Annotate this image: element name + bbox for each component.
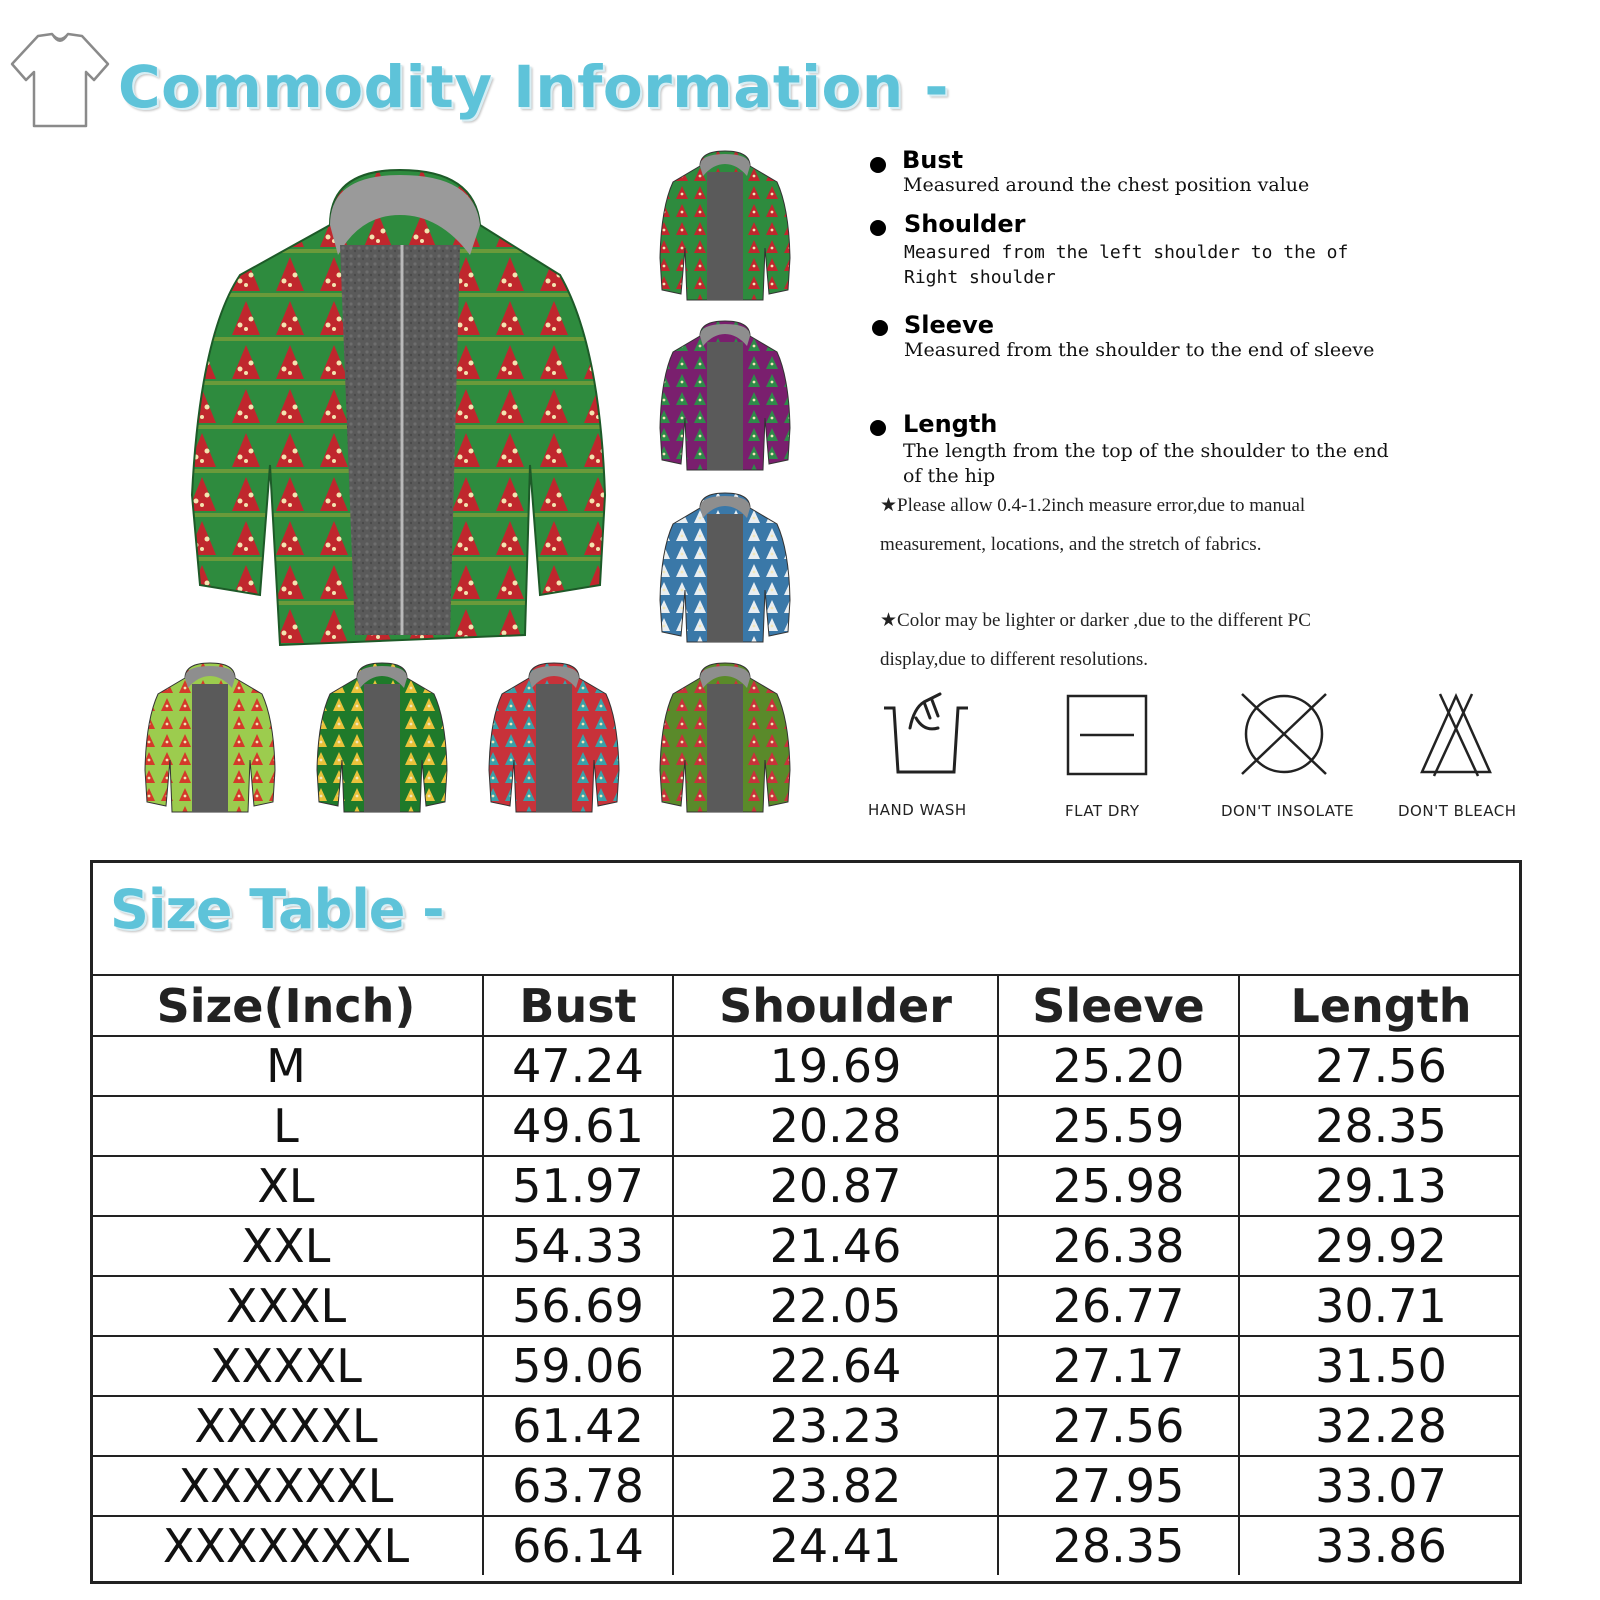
bust-cell: 49.61 (483, 1096, 673, 1156)
shoulder-cell: 24.41 (673, 1516, 998, 1575)
bust-cell: 51.97 (483, 1156, 673, 1216)
bullet-icon (870, 220, 886, 236)
length-title: Length (903, 410, 998, 438)
length-column-header: Length (1239, 975, 1522, 1036)
bust-cell: 66.14 (483, 1516, 673, 1575)
bullet-icon (870, 157, 886, 173)
variant-image-2[interactable] (655, 318, 795, 473)
variant-image-4[interactable] (140, 660, 280, 815)
sleeve-cell: 25.20 (998, 1036, 1239, 1096)
table-row (90, 1156, 1522, 1216)
dont-insolate-label: DON'T INSOLATE (1221, 802, 1355, 820)
sleeve-description: Measured from the shoulder to the end of sleeve (904, 339, 1375, 361)
bust-title: Bust (902, 146, 964, 174)
bullet-icon (870, 420, 886, 436)
dont-bleach-icon (1418, 690, 1494, 778)
dont-insolate-icon (1238, 690, 1330, 778)
variant-image-7[interactable] (655, 660, 795, 815)
shoulder-cell: 22.64 (673, 1336, 998, 1396)
length-cell: 33.86 (1239, 1516, 1522, 1575)
bust-cell: 63.78 (483, 1456, 673, 1516)
bust-cell: 56.69 (483, 1276, 673, 1336)
shoulder-description: Measured from the left shoulder to the of Right shoulder (904, 242, 1349, 288)
bust-column-header: Bust (483, 975, 673, 1036)
sleeve-cell: 27.56 (998, 1396, 1239, 1456)
length-cell: 28.35 (1239, 1096, 1522, 1156)
commodity-information-title: Commodity Information - (118, 53, 949, 121)
sleeve-cell: 28.35 (998, 1516, 1239, 1575)
size-cell: XXXL (90, 1276, 483, 1336)
sleeve-cell: 25.98 (998, 1156, 1239, 1216)
sleeve-cell: 25.59 (998, 1096, 1239, 1156)
bust-description: Measured around the chest position value (903, 174, 1310, 196)
sleeve-cell: 27.17 (998, 1336, 1239, 1396)
size-cell: XXXXXL (90, 1396, 483, 1456)
size-cell: XXXXXXL (90, 1456, 483, 1516)
size-cell: M (90, 1036, 483, 1096)
bust-cell: 47.24 (483, 1036, 673, 1096)
sleeve-cell: 27.95 (998, 1456, 1239, 1516)
shoulder-title: Shoulder (904, 210, 1026, 238)
variant-image-3[interactable] (655, 490, 795, 645)
length-description: The length from the top of the shoulder to the end of the hip (903, 440, 1389, 487)
size-cell: L (90, 1096, 483, 1156)
size-table-title: Size Table - (110, 878, 444, 941)
shoulder-column-header: Shoulder (673, 975, 998, 1036)
variant-image-5[interactable] (312, 660, 452, 815)
table-row (90, 1516, 1522, 1575)
shoulder-cell: 20.87 (673, 1156, 998, 1216)
shoulder-cell: 20.28 (673, 1096, 998, 1156)
variant-image-6[interactable] (484, 660, 624, 815)
table-row (90, 1216, 1522, 1276)
length-cell: 29.13 (1239, 1156, 1522, 1216)
main-product-image[interactable] (180, 165, 620, 655)
bust-cell: 54.33 (483, 1216, 673, 1276)
shoulder-cell: 22.05 (673, 1276, 998, 1336)
sleeve-title: Sleeve (904, 311, 994, 339)
length-cell: 27.56 (1239, 1036, 1522, 1096)
table-row (90, 1036, 1522, 1096)
table-row (90, 1456, 1522, 1516)
sleeve-column-header: Sleeve (998, 975, 1239, 1036)
table-row (90, 1276, 1522, 1336)
flat-dry-label: FLAT DRY (1065, 802, 1140, 820)
size-cell: XXL (90, 1216, 483, 1276)
tshirt-outline-icon (8, 30, 112, 130)
table-header-row (90, 975, 1522, 1036)
length-cell: 32.28 (1239, 1396, 1522, 1456)
size-column-header: Size(Inch) (90, 975, 483, 1036)
shoulder-cell: 19.69 (673, 1036, 998, 1096)
shoulder-cell: 23.23 (673, 1396, 998, 1456)
bust-cell: 61.42 (483, 1396, 673, 1456)
measure-error-note: ★Please allow 0.4-1.2inch measure error,due to manual measurement, locations, and the stretch of fabrics. (880, 495, 1306, 555)
hand-wash-icon (880, 688, 972, 778)
bullet-icon (872, 320, 888, 336)
length-cell: 31.50 (1239, 1336, 1522, 1396)
dont-bleach-label: DON'T BLEACH (1398, 802, 1517, 820)
sleeve-cell: 26.77 (998, 1276, 1239, 1336)
length-cell: 33.07 (1239, 1456, 1522, 1516)
color-note: ★Color may be lighter or darker ,due to the different PC display,due to different resolutions. (880, 610, 1311, 670)
table-row (90, 1336, 1522, 1396)
size-cell: XXXXXXXL (90, 1516, 483, 1575)
variant-image-1[interactable] (655, 148, 795, 303)
table-row (90, 1096, 1522, 1156)
length-cell: 30.71 (1239, 1276, 1522, 1336)
flat-dry-icon (1066, 694, 1148, 776)
shoulder-cell: 21.46 (673, 1216, 998, 1276)
shoulder-cell: 23.82 (673, 1456, 998, 1516)
size-cell: XXXXL (90, 1336, 483, 1396)
table-row (90, 1396, 1522, 1456)
length-cell: 29.92 (1239, 1216, 1522, 1276)
sleeve-cell: 26.38 (998, 1216, 1239, 1276)
bust-cell: 59.06 (483, 1336, 673, 1396)
size-cell: XL (90, 1156, 483, 1216)
hand-wash-label: HAND WASH (868, 801, 967, 819)
size-table (90, 974, 1522, 1575)
